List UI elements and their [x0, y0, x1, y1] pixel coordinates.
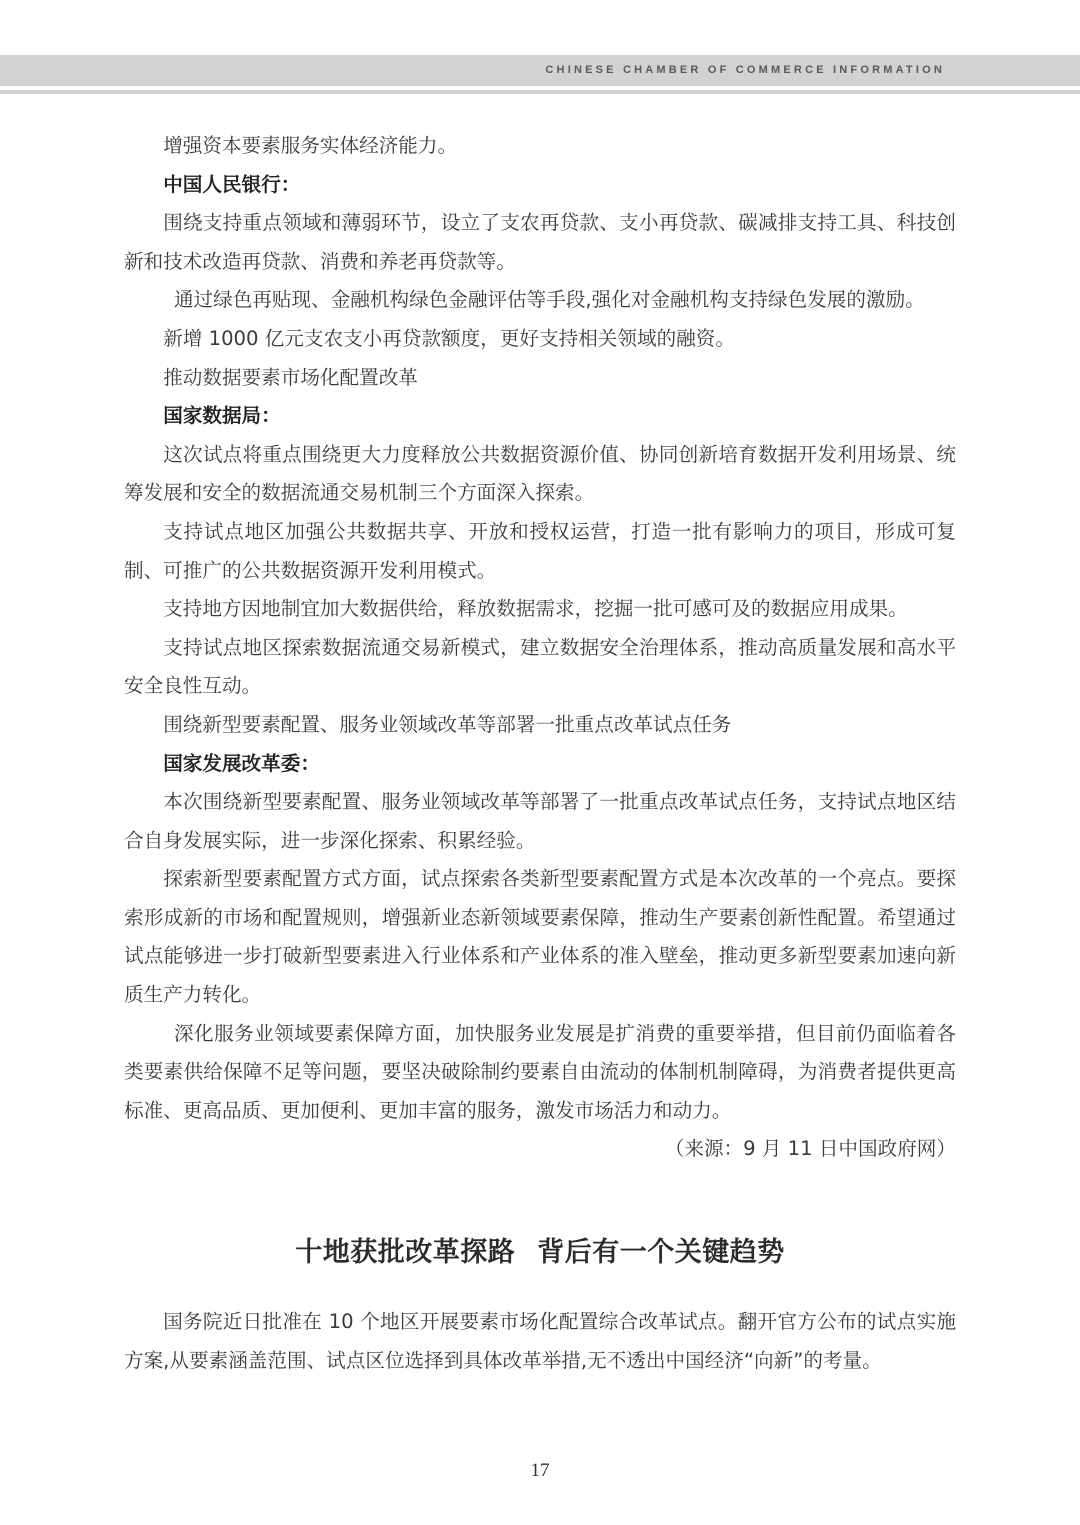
- page-content: [124, 127, 956, 1380]
- section-continued: [124, 127, 956, 1169]
- source-citation: （来源：9 月 11 日中国政府网）: [664, 1137, 956, 1161]
- page-number: 17: [530, 1460, 550, 1481]
- paragraph: 通过绿色再贴现、金融机构绿色金融评估等手段,强化对金融机构支持绿色发展的激励。: [173, 288, 925, 312]
- paragraph: 深化服务业领域要素保障方面，加快服务业发展是扩消费的重要举措，但目前仍面临着各类要素供给保障不足等问题，要坚决破除制约要素自由流动的体制机制障碍，为消费者提供更高标准、更高品质、更加便利、更加丰富的服务，激发市场活力和动力。: [124, 1021, 956, 1122]
- header-divider: [0, 90, 1080, 94]
- publication-name: CHINESE CHAMBER OF COMMERCE INFORMATION: [545, 64, 945, 76]
- article-title-part1: 十地获批改革探路: [295, 1237, 516, 1269]
- paragraph: 这次试点将重点围绕更大力度释放公共数据资源价值、协同创新培育数据开发利用场景、统筹发展和安全的数据流通交易机制三个方面深入探索。: [124, 442, 956, 505]
- paragraph: 支持地方因地制宜加大数据供给，释放数据需求，挖掘一批可感可及的数据应用成果。: [163, 597, 908, 621]
- article-title: [124, 1233, 956, 1273]
- paragraph: 支持试点地区加强公共数据共享、开放和授权运营，打造一批有影响力的项目，形成可复制、可推广的公共数据资源开发利用模式。: [124, 519, 956, 582]
- paragraph: 新增 1000 亿元支农支小再贷款额度，更好支持相关领域的融资。: [163, 326, 735, 350]
- paragraph: 本次围绕新型要素配置、服务业领域改革等部署了一批重点改革试点任务，支持试点地区结合自身发展实际，进一步深化探索、积累经验。: [124, 790, 956, 852]
- article-body: [124, 1303, 956, 1380]
- paragraph: 围绕支持重点领域和薄弱环节，设立了支农再贷款、支小再贷款、碳减排支持工具、科技创新和技术改造再贷款、消费和养老再贷款等。: [124, 211, 956, 273]
- subheading-ndrc: 国家发展改革委：: [163, 751, 320, 775]
- subheading-pboc: 中国人民银行：: [163, 172, 301, 196]
- subheading-data-bureau: 国家数据局：: [163, 404, 281, 428]
- paragraph: 探索新型要素配置方式方面，试点探索各类新型要素配置方式是本次改革的一个亮点。要探索形成新的市场和配置规则，增强新业态新领域要素保障，推动生产要素创新性配置。希望通过试点能够进一步打破新型要素进入行业体系和产业体系的准入壁垒，推动更多新型要素加速向新质生产力转化。: [124, 867, 956, 1007]
- running-header: [0, 55, 1080, 86]
- paragraph: 支持试点地区探索数据流通交易新模式，建立数据安全治理体系，推动高质量发展和高水平安全良性互动。: [124, 635, 956, 698]
- paragraph: 推动数据要素市场化配置改革: [163, 365, 418, 389]
- paragraph: 围绕新型要素配置、服务业领域改革等部署一批重点改革试点任务: [163, 712, 732, 736]
- paragraph: 国务院近日批准在 10 个地区开展要素市场化配置综合改革试点。翻开官方公布的试点实施方案,从要素涵盖范围、试点区位选择到具体改革举措,无不透出中国经济“向新”的考量。: [124, 1310, 956, 1372]
- article-title-part2: 背后有一个关键趋势: [537, 1237, 785, 1269]
- paragraph: 增强资本要素服务实体经济能力。: [163, 134, 458, 157]
